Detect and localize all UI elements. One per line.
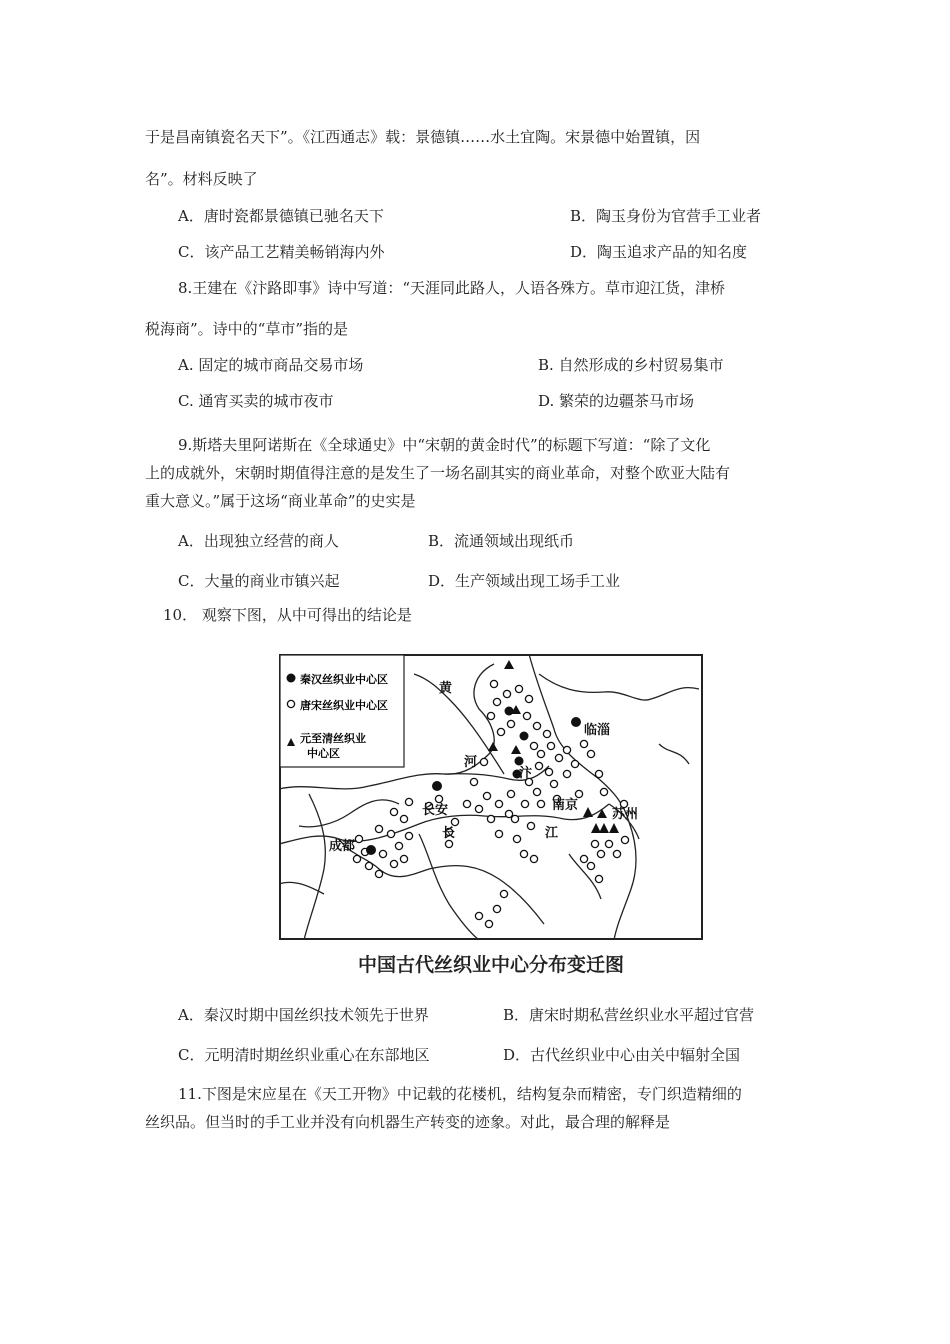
q8-option-c: C. 通宵买卖的城市夜市 [178, 392, 334, 410]
label-jiang: 江 [545, 826, 559, 841]
tangsong-center-marker [480, 758, 487, 765]
intro-line-1: 于是昌南镇瓷名天下”。《江西通志》载：景德镇……水土宜陶。宋景德中始置镇，因 [145, 128, 701, 146]
map-caption: 中国古代丝织业中心分布变迁图 [357, 954, 624, 976]
q8-stem-line-1: 8.王建在《汴路即事》诗中写道：“天涯同此路人，人语各殊方。草市迎江货，津桥 [178, 279, 725, 297]
legend-qinhan-marker [287, 674, 296, 683]
tangsong-center-marker [527, 822, 534, 829]
tangsong-center-marker [533, 722, 540, 729]
tangsong-center-marker [487, 815, 494, 822]
tangsong-center-marker [503, 690, 510, 697]
north-marker-1 [505, 707, 514, 716]
tangsong-center-marker [580, 855, 587, 862]
tangsong-center-marker [405, 798, 412, 805]
tangsong-center-marker [405, 832, 412, 839]
q11-stem-line-1: 11.下图是宋应星在《天工开物》中记载的花楼机，结构复杂而精密，专门织造精细的 [178, 1085, 742, 1103]
tangsong-center-marker [563, 770, 570, 777]
tangsong-center-marker [595, 875, 602, 882]
tangsong-center-marker [605, 840, 612, 847]
label-chengdu: 成都 [329, 839, 356, 854]
q10-option-b: B．唐宋时期私营丝织业水平超过官营 [503, 1006, 755, 1024]
tangsong-center-marker [495, 800, 502, 807]
tangsong-center-marker [513, 835, 520, 842]
q9-option-a: A．出现独立经营的商人 [178, 532, 339, 550]
tangsong-center-marker [587, 750, 594, 757]
tangsong-center-marker [400, 855, 407, 862]
intro-line-2: 名”。材料反映了 [145, 170, 258, 188]
tangsong-center-marker [475, 805, 482, 812]
q10-option-a: A．秦汉时期中国丝织技术领先于世界 [178, 1006, 429, 1024]
q8-option-b: B. 自然形成的乡村贸易集市 [538, 356, 724, 374]
tangsong-center-marker [475, 912, 482, 919]
q9-option-c: C．大量的商业市镇兴起 [178, 572, 340, 590]
q8-option-d: D. 繁荣的边疆茶马市场 [538, 392, 695, 410]
q10-option-d: D．古代丝织业中心由关中辐射全国 [503, 1046, 741, 1064]
tangsong-center-marker [597, 850, 604, 857]
label-huang: 黄 [439, 681, 453, 696]
q7-option-a: A．唐时瓷都景德镇已驰名天下 [178, 207, 384, 225]
label-he: 河 [464, 755, 478, 770]
tangsong-center-marker [379, 850, 386, 857]
tangsong-center-marker [507, 720, 514, 727]
tangsong-center-marker [537, 800, 544, 807]
tangsong-center-marker [525, 695, 532, 702]
linzi-marker [571, 717, 581, 727]
tangsong-center-marker [500, 890, 507, 897]
tangsong-center-marker [563, 746, 570, 753]
tangsong-center-marker [621, 836, 628, 843]
label-linzi: 临淄 [584, 723, 611, 738]
tangsong-center-marker [353, 855, 360, 862]
q9-stem-line-2: 上的成就外，宋朝时期值得注意的是发生了一场名副其实的商业革命，对整个欧亚大陆有 [145, 464, 731, 482]
q8-option-a: A. 固定的城市商品交易市场 [178, 356, 364, 374]
tangsong-center-marker [451, 818, 458, 825]
q7-option-d: D．陶玉追求产品的知名度 [570, 243, 748, 261]
tangsong-center-marker [511, 815, 518, 822]
label-changan: 长安 [422, 803, 449, 818]
tangsong-center-marker [493, 698, 500, 705]
tangsong-center-marker [400, 815, 407, 822]
label-nanjing: 南京 [552, 798, 579, 813]
chengdu-marker [366, 845, 376, 855]
tangsong-center-marker [580, 740, 587, 747]
tangsong-center-marker [547, 742, 554, 749]
tangsong-center-marker [591, 840, 598, 847]
tangsong-center-marker [395, 842, 402, 849]
tangsong-center-marker [365, 862, 372, 869]
tangsong-center-marker [390, 860, 397, 867]
tangsong-center-marker [523, 712, 530, 719]
q9-stem-line-3: 重大意义。”属于这场“商业革命”的史实是 [145, 492, 416, 510]
tangsong-center-marker [390, 808, 397, 815]
q9-option-d: D．生产领域出现工场手工业 [428, 572, 621, 590]
changan-marker [432, 781, 442, 791]
silk-center-map [279, 654, 703, 940]
tangsong-center-marker [521, 800, 528, 807]
tangsong-center-marker [555, 754, 562, 761]
tangsong-center-marker [530, 742, 537, 749]
tangsong-center-marker [543, 730, 550, 737]
tangsong-center-marker [495, 830, 502, 837]
tangsong-center-marker [571, 760, 578, 767]
legend-tangsong: 唐宋丝织业中心区 [300, 699, 388, 712]
tangsong-center-marker [545, 768, 552, 775]
legend-yuanqing-1: 元至清丝织业 [300, 732, 366, 745]
q9-option-b: B．流通领域出现纸币 [428, 532, 575, 550]
tangsong-center-marker [520, 850, 527, 857]
q11-stem-line-2: 丝织品。但当时的手工业并没有向机器生产转变的迹象。对此，最合理的解释是 [145, 1113, 671, 1131]
tangsong-center-marker [445, 840, 452, 847]
label-chang: 长 [442, 826, 456, 841]
tangsong-center-marker [387, 830, 394, 837]
north-marker-2 [520, 732, 529, 741]
tangsong-center-marker [515, 685, 522, 692]
tangsong-center-marker [435, 795, 442, 802]
tangsong-center-marker [575, 790, 582, 797]
tangsong-center-marker [535, 762, 542, 769]
label-suzhou: 苏州 [612, 807, 639, 822]
tangsong-center-marker [487, 712, 494, 719]
q7-option-b: B．陶玉身份为官营手工业者 [570, 207, 762, 225]
tangsong-center-marker [375, 825, 382, 832]
q7-option-c: C．该产品工艺精美畅销海内外 [178, 243, 385, 261]
tangsong-center-marker [375, 870, 382, 877]
tangsong-center-marker [493, 905, 500, 912]
tangsong-center-marker [505, 810, 512, 817]
tangsong-center-marker [355, 835, 362, 842]
bian-marker [515, 757, 524, 766]
label-bian: 汴 [519, 766, 533, 781]
tangsong-center-marker [470, 778, 477, 785]
legend-yuanqing-2: 中心区 [307, 747, 340, 760]
tangsong-center-marker [490, 680, 497, 687]
q9-stem-line-1: 9.斯塔夫里阿诺斯在《全球通史》中“宋朝的黄金时代”的标题下写道：“除了文化 [178, 436, 711, 454]
tangsong-center-marker [497, 728, 504, 735]
tangsong-center-marker [530, 855, 537, 862]
tangsong-center-marker [537, 750, 544, 757]
tangsong-center-marker [600, 788, 607, 795]
legend-tangsong-marker [287, 700, 294, 707]
q10-option-c: C．元明清时期丝织业重心在东部地区 [178, 1046, 430, 1064]
tangsong-center-marker [550, 780, 557, 787]
tangsong-center-marker [485, 920, 492, 927]
tangsong-center-marker [507, 790, 514, 797]
legend-qinhan: 秦汉丝织业中心区 [300, 673, 388, 686]
tangsong-center-marker [533, 788, 540, 795]
tangsong-center-marker [463, 800, 470, 807]
tangsong-center-marker [587, 862, 594, 869]
tangsong-center-marker [483, 792, 490, 799]
tangsong-center-marker [595, 770, 602, 777]
q8-stem-line-2: 税海商”。诗中的“草市”指的是 [145, 320, 349, 338]
q10-stem: 10． 观察下图，从中可得出的结论是 [163, 606, 412, 624]
tangsong-center-marker [613, 850, 620, 857]
